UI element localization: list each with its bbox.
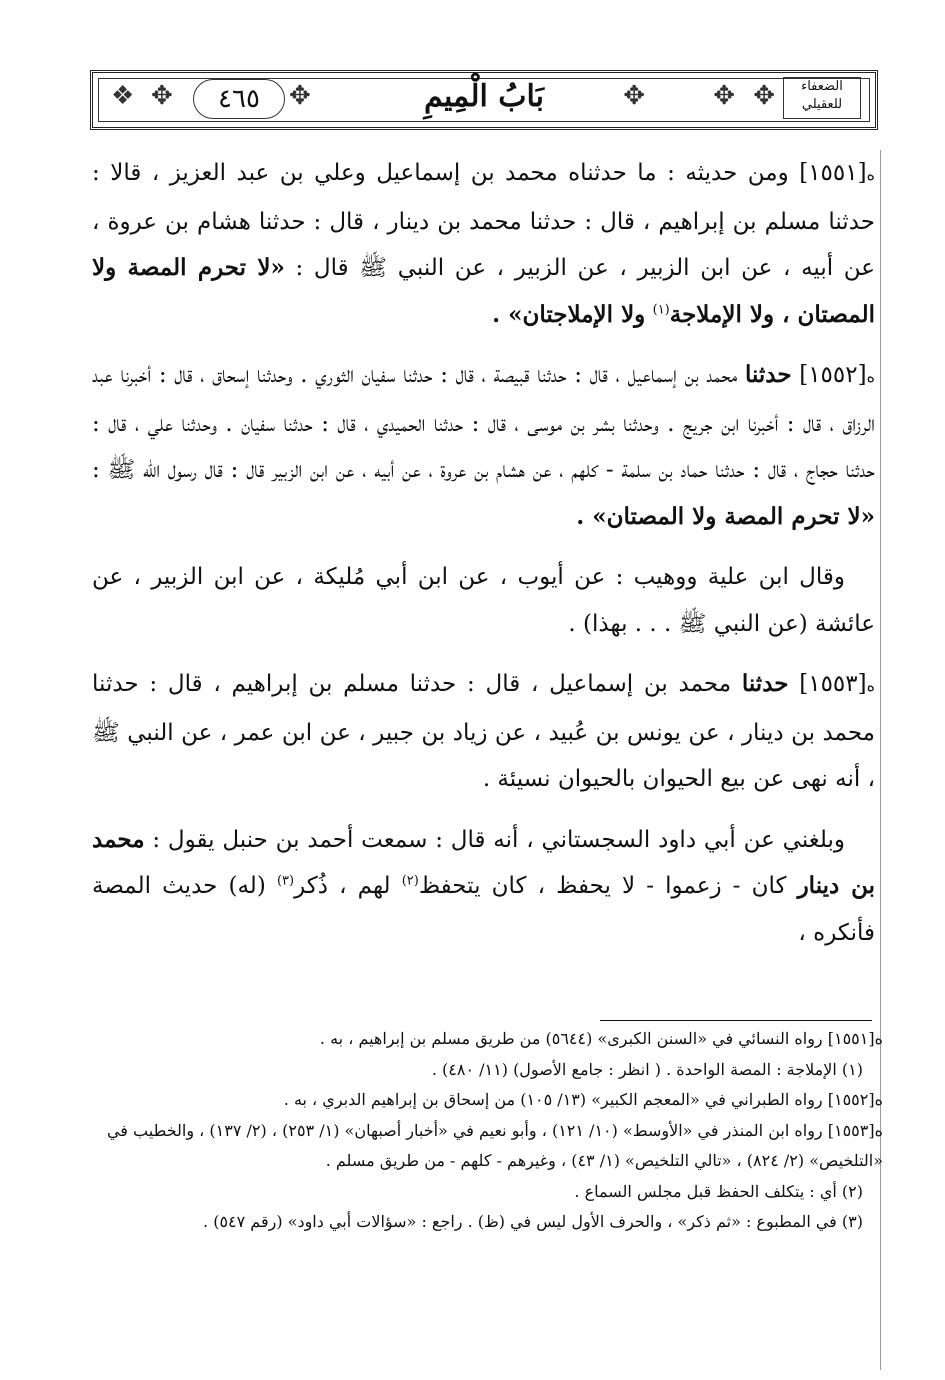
hadith-lead: حدثنا bbox=[744, 361, 792, 388]
hadith-text: محمد بن إسماعيل ، قال : حدثنا مسلم بن إبراهيم ، قال : حدثنا محمد بن دينار ، عن يونس بن عُبيد ، عن زياد بن جبير ، عن ابن عمر ، عن النبي ﷺ ، أنه نهى عن بيع الحيوان بالحيوان نسيئة . bbox=[92, 671, 875, 792]
ornament-icon: ✥ bbox=[289, 81, 311, 111]
footnote-ref: (١) bbox=[652, 301, 670, 317]
footnote-item: ه[١٥٥٣] رواه ابن المنذر في «الأوسط» (١٠/ ١٢١) ، وأبو نعيم في «أخبار أصبهان» (١/ ٢٥٣) ، (٢/ ١٣٧) ، والخطيب في «التلخيص» (٢/ ٨٢٤) ، «تالي التلخيص» (١/ ٤٣) ، وغيرهم - كلهم - من طريق مسلم . bbox=[106, 1120, 883, 1170]
ornament-icon: ✥ bbox=[623, 81, 645, 111]
paragraph-text: وبلغني عن أبي داود السجستاني ، أنه قال : سمعت أحمد بن حنبل يقول : bbox=[152, 826, 845, 853]
paragraph-text: وقال ابن علية ووهيب : عن أيوب ، عن ابن أبي مُليكة ، عن ابن الزبير ، عن عائشة (عن النبي ﷺ . . . بهذا) . bbox=[92, 564, 875, 637]
footnote-item: ه[١٥٥١] رواه النسائي في «السنن الكبرى» (٥٦٤٤) من طريق مسلم بن إبراهيم ، به . bbox=[319, 1029, 883, 1048]
footnotes bbox=[95, 1024, 883, 1238]
hadith-quote-end: ولا الإملاجتان» . bbox=[492, 300, 646, 328]
chapter-title: بَابُ الْمِيمِ bbox=[423, 79, 544, 114]
footnote-ref: (٣) bbox=[276, 873, 295, 889]
hadith-1551 bbox=[92, 150, 875, 338]
paragraph-text: كان - زعموا - لا يحفظ ، كان يتحفظ bbox=[418, 873, 787, 899]
hadith-number: [١٥٥١] bbox=[799, 160, 867, 186]
circle-mark: ه bbox=[874, 1090, 883, 1109]
closing-paragraph bbox=[92, 817, 875, 957]
hadith-number: [١٥٥٢] bbox=[799, 362, 867, 388]
book-logo: الضعفاء للعقيلي bbox=[783, 77, 861, 119]
hadith-1552 bbox=[92, 352, 875, 540]
footnote-item: (١) الإملاجة : المصة الواحدة . ( انظر : جامع الأصول) (١١/ ٤٨٠) . bbox=[431, 1059, 863, 1079]
circle-mark: ه bbox=[874, 1029, 883, 1048]
ornament-icon: ✥ bbox=[713, 81, 735, 111]
hadith-text: ومن حديثه : ما حدثناه محمد بن إسماعيل وعلي بن عبد العزيز ، قالا : حدثنا مسلم بن إبراهيم ، قال : حدثنا محمد بن دينار ، قال : حدثنا هشام بن عروة ، عن أبيه ، عن ابن الزبير ، عن الزبير ، عن النبي ﷺ قال : bbox=[92, 160, 876, 281]
footnote-item: ه[١٥٥٢] رواه الطبراني في «المعجم الكبير» (١٣/ ١٠٥) من إسحاق بن إبراهيم الدبري ، به . bbox=[283, 1090, 883, 1109]
circle-mark: ه bbox=[866, 676, 876, 695]
paragraph-text: لهم ، ذُكر bbox=[294, 873, 391, 899]
page-number: ٤٦٥ bbox=[193, 79, 285, 119]
circle-mark: ه bbox=[866, 165, 875, 184]
circle-mark: ه bbox=[866, 367, 875, 386]
footnote-item: (٢) أي : يتكلف الحفظ قبل مجلس السماع . bbox=[574, 1181, 863, 1201]
ornament-icon: ✥ bbox=[151, 81, 173, 111]
margin-rule bbox=[880, 150, 881, 1370]
circle-mark: ه bbox=[874, 1120, 883, 1140]
narrator-name: محمد بن دينار bbox=[92, 825, 876, 899]
hadith-text: محمد بن إسماعيل ، قال : حدثنا قبيصة ، قال : حدثنا سفيان الثوري . وحدثنا إسحاق ، قال : أخبرنا عبد الرزاق ، قال : أخبرنا ابن جريج . وحدثنا بشر بن موسى ، قال : حدثنا الحميدي ، قال : حدثنا سفيان . وحدثنا علي ، قال : حدثنا حجاج ، قال : حدثنا حماد بن سلمة - كلهم ، عن هشام بن عروة ، عن أبيه ، عن ابن الزبير قال : قال رسول الله ﷺ : bbox=[92, 362, 875, 483]
main-text bbox=[92, 150, 875, 970]
page-header bbox=[90, 70, 878, 130]
hadith-note bbox=[92, 554, 875, 647]
ornament-icon: ❖ bbox=[111, 81, 135, 111]
footnote-separator bbox=[600, 1020, 872, 1021]
hadith-1553 bbox=[92, 661, 875, 803]
paragraph-text: (له) حديث المصة فأنكره ، bbox=[92, 873, 875, 946]
footnote-item: (٣) في المطبوع : «ثم ذكر» ، والحرف الأول ليس في (ظ) . راجع : «سؤالات أبي داود» (رقم ٥٤٧) . bbox=[203, 1212, 863, 1231]
hadith-quote: «لا تحرم المصة ولا المصتان» . bbox=[576, 502, 875, 530]
footnote-ref: (٢) bbox=[401, 873, 419, 889]
hadith-quote: «لا تحرم المصة ولا المصتان ، ولا الإملاجة bbox=[92, 254, 875, 328]
hadith-lead: حدثنا bbox=[741, 670, 789, 697]
ornament-icon: ✥ bbox=[753, 81, 775, 111]
hadith-number: [١٥٥٣] bbox=[799, 671, 867, 697]
